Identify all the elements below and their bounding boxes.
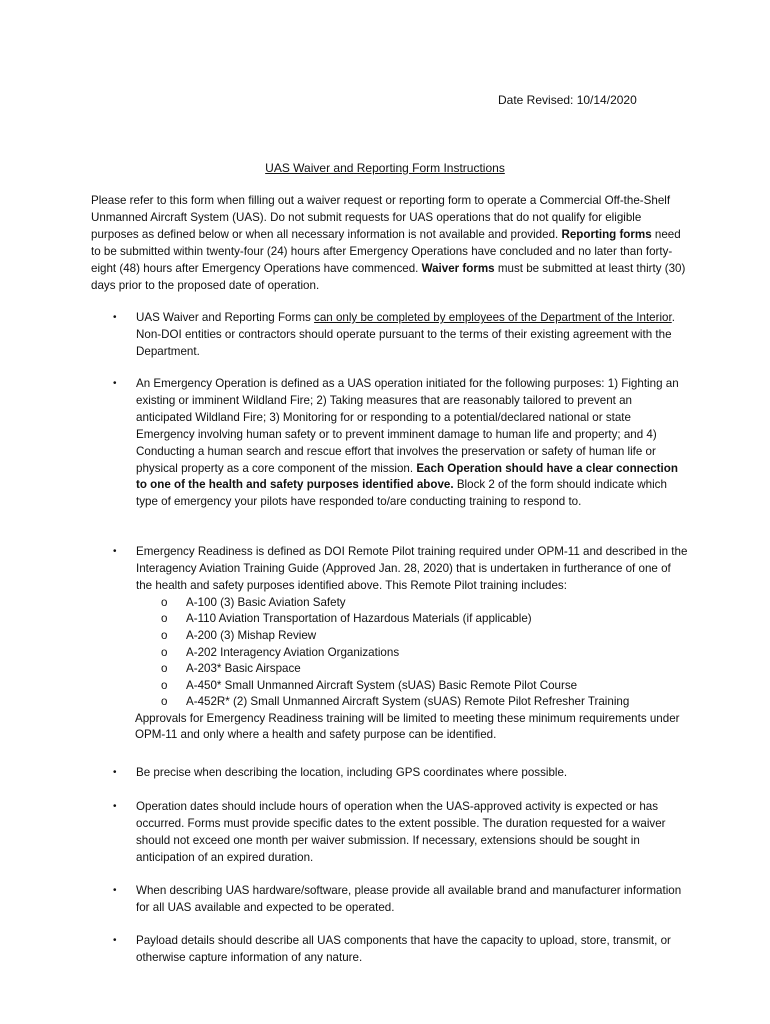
document-title: UAS Waiver and Reporting Form Instructions: [265, 161, 505, 175]
bullet-text: An Emergency Operation is defined as a UAS operation initiated for the following purposes: 1) Fighting an existing or imminent Wildland Fire; 2) Taking measures that are reasonably tailored to prevent an anticipated Wildland Fire; 3) Monitoring for or responding to a potential/declared national or state Emergency involving human safety or to prevent imminent damage to human life and property; and 4) Conducting a human search and rescue effort that involves the preservation or safety of human life or physical property as a core component of the mission. Each Operation should have a clear connection to one of the health and safety purposes identified above. Block 2 of the form should indicate which type of emergency your pilots have responded to/are conducting training to respond to.: [136, 377, 679, 509]
bullet-marker: •: [113, 885, 117, 896]
bullet-text: Operation dates should include hours of operation when the UAS-approved activity is expected or has occurred. Forms must provide specific dates to the extent possible. The duration requested for a waiver should not exceed one month per waiver submission. If necessary, extensions should be sought in anticipation of an expired duration.: [136, 800, 666, 864]
training-course-item: o A-202 Interagency Aviation Organizations: [161, 645, 400, 659]
bullet-marker: •: [113, 312, 117, 323]
bullet-text: Be precise when describing the location, including GPS coordinates where possible.: [136, 766, 568, 779]
date-revised: Date Revised: 10/14/2020: [498, 93, 637, 107]
bullet-item-hardware: [91, 883, 691, 917]
bullet-marker: •: [113, 767, 117, 778]
reporting-forms-label: Reporting forms: [561, 227, 652, 241]
intro-text-1: Please refer to this form when filling out a waiver request or reporting form to operate a Commercial Off-the-Shelf Unmanned Aircraft System (UAS). Do not submit requests for UAS operations that do not qualify for eligible purposes as defined below or when all necessary information is not available and provided.: [91, 194, 671, 241]
bullet-item-location: [91, 765, 691, 782]
bullet-item-operation-dates: [91, 799, 691, 867]
intro-text-2: need to be submitted within twenty-four (24) hours after Emergency Operations have concluded and no later than forty-eight (48) hours after Emergency Operations have commenced.: [91, 227, 681, 275]
readiness-approval-note: Approvals for Emergency Readiness training will be limited to meeting these minimum requirements under OPM-11 and only where a health and safety purpose can be identified.: [135, 711, 680, 742]
bullet-item-emergency-readiness: [91, 544, 691, 744]
bullet-marker: •: [113, 378, 117, 389]
intro-text-3: must be submitted at least thirty (30) days prior to the proposed date of operation.: [91, 261, 686, 292]
intro-paragraph: [91, 193, 691, 294]
training-course-item: o A-100 (3) Basic Aviation Safety: [161, 595, 346, 609]
waiver-forms-label: Waiver forms: [421, 261, 495, 275]
training-course-list: [91, 595, 691, 711]
bullet-marker: •: [113, 546, 117, 557]
bullet-marker: •: [113, 935, 117, 946]
training-course-item: o A-450* Small Unmanned Aircraft System (sUAS) Basic Remote Pilot Course: [161, 678, 578, 692]
bullet-text: Emergency Readiness is defined as DOI Remote Pilot training required under OPM-11 and described in the Interagency Aviation Training Guide (Approved Jan. 28, 2020) that is undertaken in furtherance of one of the health and safety purposes identified above. This Remote Pilot training includes:: [136, 545, 688, 592]
bullet-marker: •: [113, 801, 117, 812]
bullet-item-payload: [91, 933, 691, 967]
training-course-item: o A-203* Basic Airspace: [161, 662, 301, 676]
bullet-item-forms: [91, 310, 691, 361]
training-course-item: o A-110 Aviation Transportation of Hazardous Materials (if applicable): [161, 612, 532, 626]
bullet-item-emergency-operation: [91, 376, 691, 511]
bullet-text: Payload details should describe all UAS components that have the capacity to upload, store, transmit, or otherwise capture information of any nature.: [136, 934, 671, 964]
training-course-item: o A-452R* (2) Small Unmanned Aircraft System (sUAS) Remote Pilot Refresher Training: [161, 695, 630, 709]
bullet-text: UAS Waiver and Reporting Forms can only be completed by employees of the Department of the Interior. Non-DOI entities or contractors should operate pursuant to the terms of their existing agreement with the Department.: [136, 311, 675, 358]
training-course-item: o A-200 (3) Mishap Review: [161, 628, 317, 642]
bullet-text: When describing UAS hardware/software, please provide all available brand and manufacturer information for all UAS available and expected to be operated.: [136, 884, 682, 914]
